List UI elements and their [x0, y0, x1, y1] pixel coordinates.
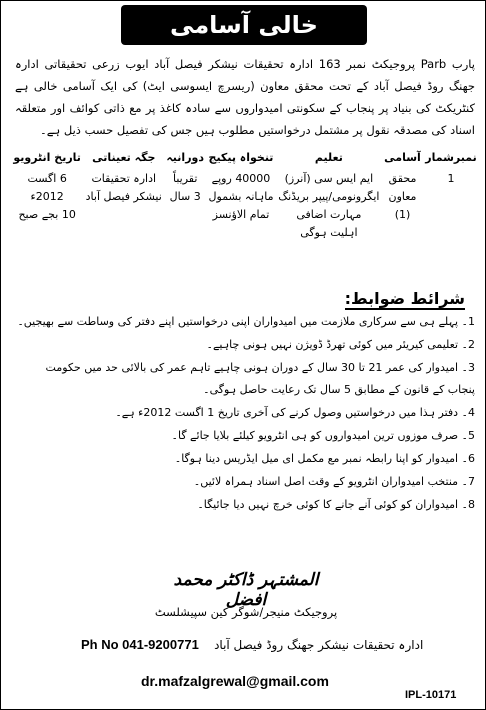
intro-paragraph: پارب Parb پروجیکٹ نمبر 163 ادارہ تحقیقات نیشکر فیصل آباد ایوب زرعی تحقیقاتی ادارہ جھنگ روڈ فیصل آباد کے تحت محقق معاون (ریسرچ ایسوسی ایٹ) کی ایک آسامی خالی ہے کنٹریکٹ کی بنیاد پر پنجاب کے سکونتی امیدواروں سے سادہ کاغذ پر مع ذاتی کوائف اور متعلقہ اسناد کی مصدقہ نقول پر مشتمل درخواستیں مطلوب ہیں جس کی تفصیل حسب ذیل ہے۔: [15, 57, 475, 137]
rules-list: [15, 311, 475, 517]
rule-item: 3۔ امیدوار کی عمر 21 تا 30 سال کے دوران ہونی چاہیے تاہم عمر کی بالائی حد میں حکومت پنجاب کے قانون کے مطابق 5 سال تک رعایت حاصل ہوگی۔: [45, 361, 475, 396]
vacancy-banner: خالی آسامی: [121, 5, 367, 45]
education-line: مہارت اضافی: [296, 208, 362, 221]
header-serial: نمبرشمار: [425, 151, 477, 164]
education-line: ایم ایس سی (آنرز): [284, 172, 374, 185]
date-line: 2012ء: [30, 190, 64, 203]
rule-item: 8۔ امیدواران کو کوئی آنے جانے کا کوئی خرچ نہیں دیا جائیگا۔: [197, 498, 475, 511]
header-duration: دورانیہ: [166, 151, 205, 164]
rule-item: 7۔ منتخب امیدواران انٹرویو کے وقت اصل اسناد ہمراہ لائیں۔: [193, 475, 475, 488]
rules-heading: شرائط ضوابط:: [344, 289, 465, 308]
header-post: آسامی: [384, 151, 421, 164]
post-line: محقق: [388, 172, 417, 185]
cell-place: [83, 170, 164, 242]
table-row: [11, 170, 479, 242]
table-header-row: [11, 151, 479, 170]
job-details-table: [11, 151, 479, 242]
place-line: ادارہ تحقیقات: [91, 172, 157, 185]
date-line: 6 اگست: [27, 172, 67, 185]
place-line: نیشکر فیصل آباد: [85, 190, 162, 203]
phone-number: Ph No 041-9200771: [81, 637, 199, 652]
signature-title: پروجیکٹ منیجر/شوگر کین سپیشلسٹ: [154, 605, 338, 619]
education-line: اہلیت ہوگی: [300, 226, 358, 239]
education-line: ایگرونومی/پیپر بریڈنگ: [278, 190, 380, 203]
post-line: معاون: [388, 190, 417, 203]
rule-item: 5۔ صرف موزوں ترین امیدواروں کو ہی انٹرویو کیلئے بلایا جائے گا۔: [171, 429, 475, 442]
duration-line: 3 سال: [169, 190, 201, 203]
post-count: (1): [394, 208, 411, 221]
ipl-code: IPL-10171: [405, 689, 457, 701]
rule-item: 2۔ تعلیمی کیریئر میں کوئی تھرڈ ڈویژن نہیں ہونی چاہیے۔: [206, 338, 475, 351]
contact-address-line: [81, 637, 471, 652]
cell-serial: 1: [447, 172, 455, 185]
cell-education: [276, 170, 382, 242]
cell-post: [382, 170, 423, 242]
address-text: ادارہ تحقیقات نیشکر جھنگ روڈ فیصل آباد: [214, 638, 424, 652]
header-interview-date: تاریخ انٹرویو: [13, 151, 81, 164]
rule-item: 4۔ دفتر ہذا میں درخواستیں وصول کرنے کی آخری تاریخ 1 اگست 2012ء ہے۔: [115, 406, 475, 419]
email-address[interactable]: dr.mafzalgrewal@gmail.com: [141, 673, 329, 689]
salary-line: 40000 روپے: [211, 172, 271, 185]
header-place: جگہ تعیناتی: [92, 151, 156, 164]
duration-line: تقریباً: [172, 172, 198, 185]
cell-duration: [164, 170, 206, 242]
signature-name: المشتہر ڈاکٹر محمد افضل: [173, 570, 319, 610]
rule-item: 6۔ امیدوار کو اپنا رابطہ نمبر مع مکمل ای میل ایڈریس دینا ہوگا۔: [174, 452, 475, 465]
header-salary: تنخواہ پیکیج: [208, 151, 274, 164]
cell-interview-date: [11, 170, 83, 242]
cell-salary: [206, 170, 276, 242]
salary-line: تمام الاؤنسز: [212, 208, 270, 221]
header-education: تعلیم: [314, 151, 343, 164]
date-line: 10 بجے صبح: [18, 208, 76, 221]
rule-item: 1۔ پہلے ہی سے سرکاری ملازمت میں امیدواران اپنی درخواستیں اپنے دفتر کی وساطت سے بھیجیں۔: [17, 315, 475, 328]
salary-line: ماہانہ بشمول: [208, 190, 274, 203]
